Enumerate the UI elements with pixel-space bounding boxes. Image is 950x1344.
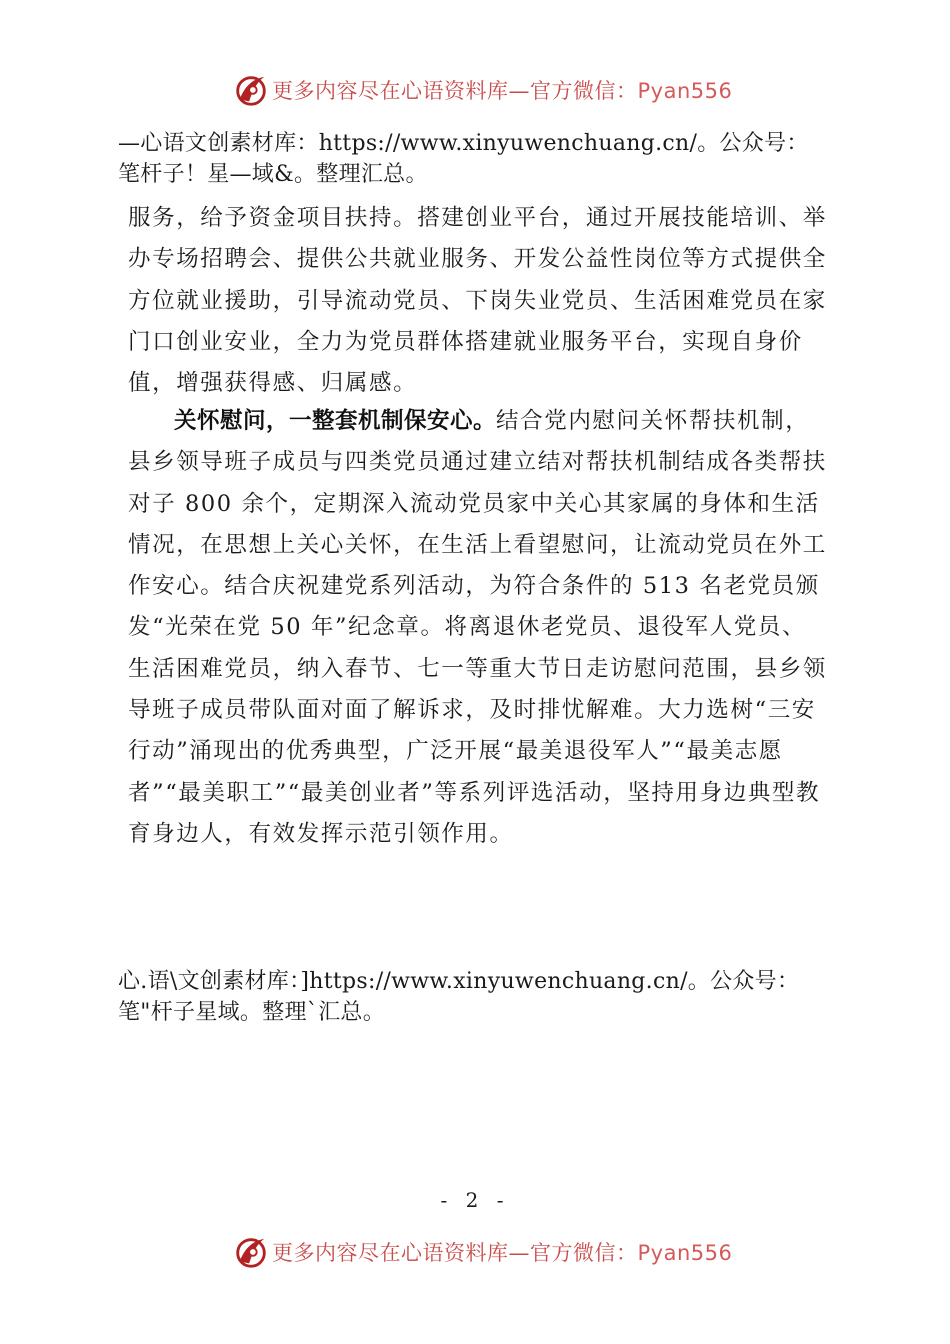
banner-text bbox=[272, 1237, 732, 1267]
paragraph-text: 结合党内慰问关怀帮扶机制，县乡领导班子成员与四类党员通过建立结对帮扶机制结成各类帮扶对子 800 余个，定期深入流动党员家中关心其家属的身体和生活情况，在思想上关心关怀，在生活上看望慰问，让流动党员在外工作安心。结合庆祝建党系列活动，为符合条件的 513 名老党员颁发“光荣在党 50 年”纪念章。将离退休老党员、退役军人党员、生活困难党员，纳入春节、七一等重大节日走访慰问范围，县乡领导班子成员带队面对面了解诉求，及时排忧解难。大力选树“三安行动”涌现出的优秀典型，广泛开展“最美退役军人”“最美志愿者”“最美职工”“最美创业者”等系列评选活动，坚持用身边典型教育身边人，有效发挥示范引领作用。 bbox=[128, 408, 827, 847]
body-paragraph-1 bbox=[128, 198, 828, 404]
paragraph-text: 服务，给予资金项目扶持。搭建创业平台，通过开展技能培训、举办专场招聘会、提供公共就业服务、开发公益性岗位等方式提供全方位就业援助，引导流动党员、下岗失业党员、生活困难党员在家门口创业安业，全力为党员群体搭建就业服务平台，实现自身价值，增强获得感、归属感。 bbox=[128, 205, 827, 397]
page-number: - 2 - bbox=[440, 1188, 510, 1212]
body-paragraph-2 bbox=[128, 401, 828, 855]
wechat-id: Pyan556 bbox=[637, 79, 733, 103]
banner-text bbox=[272, 75, 732, 105]
watermark-line: 笔"杆子星域。整理`汇总。 bbox=[118, 1000, 386, 1025]
brand-logo-icon bbox=[232, 71, 270, 109]
watermark-line: —心语文创素材库：https://www.xinyuwenchuang.cn/。公众号： bbox=[118, 131, 809, 156]
header-banner bbox=[0, 70, 950, 110]
paragraph-lead-heading: 关怀慰问，一整套机制保安心。 bbox=[174, 408, 497, 434]
watermark-line: 心.语\文创素材库：]https://www.xinyuwenchuang.cn/。公众号： bbox=[118, 969, 800, 994]
brand-logo-icon bbox=[232, 1233, 270, 1271]
watermark-bottom bbox=[118, 966, 878, 1028]
watermark-line: 笔杆子！星—域&。整理汇总。 bbox=[118, 162, 428, 187]
banner-slogan: 更多内容尽在心语资料库—官方微信： bbox=[272, 1241, 638, 1265]
footer-banner bbox=[0, 1232, 950, 1272]
wechat-id: Pyan556 bbox=[637, 1241, 733, 1265]
watermark-top bbox=[118, 128, 878, 190]
banner-slogan: 更多内容尽在心语资料库—官方微信： bbox=[272, 79, 638, 103]
